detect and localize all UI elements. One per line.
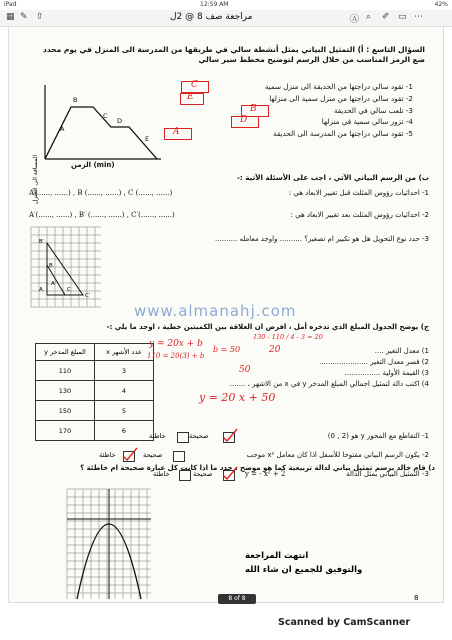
grid-point-label: A [39,287,43,293]
answer-2: E [187,92,194,102]
part-d-s3: 3- التمثيل البياني يمثل الدالة [346,470,429,478]
s3-formula: y = - x² + 2 [245,470,286,478]
parabola-graph [67,489,151,599]
part-c-heading: ج) يوضح الجدول المبلغ الذي تدخره أمل ، افرض ان العلاقة بين الكميتين خطية ، اوجد ما يلي :- [106,323,429,331]
part-b-heading: ب) من الرسم البياني الآتي ، اجب على الأسئلة الآتية :- [236,173,429,182]
graph-ylabel: المسافة الى المنزل [32,155,39,204]
q9-option-4: 4- تزور سالي سمية في منزلها [321,117,413,126]
table-header-row [36,344,154,361]
more-icon[interactable]: ⋯ [414,12,423,22]
battery-label: 42% [434,1,448,8]
part-b-q1: 1- احداثيات رؤوس المثلث قبل تغيير الابعاد هي : [288,189,429,197]
graph-point-label: A [60,125,65,133]
part-b-q2: 2- احداثيات رؤوس المثلث بعد تغيير الابعاد هي : [290,211,429,219]
status-bar [0,0,452,10]
q9-heading: السؤال التاسع : أ) التمثيل البياني يمثل أنشطة سالي في طريقها من المدرسة الى المنزل في يوم محدد ضع الرمز المناسب من خلال الرسم لتوضيح مخطط سير سالي [42,45,425,64]
table-row: 6 170 [36,421,154,441]
part-b-q3: 3- حدد نوع التحويل هل هو تكبير ام تصغير؟ .......... واوجد معامله .......... [215,235,429,243]
closing-line-1: انتهت المراجعة [245,551,309,561]
graph-point-label: D [117,117,123,125]
s1-true-label: صحيحة [189,432,209,440]
s1-false-label: خاطئة [149,432,166,440]
grid-point-label: B′ [39,239,45,245]
handwritten-answer: y = 20 x + 50 [199,391,276,404]
answer-1: C [191,80,198,90]
grid-point-label: A′ [51,281,57,287]
graph-point-label: E [145,135,150,143]
closing-line-2: والتوفيق للجميع ان شاء الله [245,565,363,575]
grid-point-label: B [49,263,53,269]
grid-point-label: C′ [85,293,91,299]
part-d-s1: 1- التقاطع مع المحور y هو (2 , 0) [327,432,429,440]
answer-3: B [250,104,257,114]
part-d-s2: 2- يكون الرسم البياني مفتوحا للأسفل اذا كان معامل x² موجب [246,451,429,459]
triangle-grid [31,227,101,307]
q9-option-5: 5- تقود سالي دراجتها من المدرسة الى الحديقة [273,129,413,138]
answer-5: A [173,127,180,137]
part-c-q4: 4) اكتب دالة لتمثيل اجمالي المبلغ المدخر y في x من الاشهر ، ....... [229,380,429,388]
page-number: 8 [414,594,419,602]
viewer-toolbar [0,10,452,27]
handwritten-note: y = 20x + b [149,339,203,349]
table-row: 4 130 [36,381,154,401]
s3-false-label: خاطئة [153,470,170,478]
answer-4: D [240,115,248,125]
q9-option-2: 2- تقود سالي دراجتها من منزل سمية الى منزلها [269,94,413,103]
distance-time-graph [31,81,167,204]
share-icon[interactable]: ⇧ [36,12,44,22]
s3-true-label: صحيحة [193,470,213,478]
pen-icon[interactable]: ✐ [382,12,390,22]
handwritten-note: 50 [239,365,251,375]
search-icon[interactable]: ⌕ [366,12,372,22]
page-indicator: 8 of 8 [218,594,256,604]
graph-point-label: C [103,112,108,120]
watermark: www.almanahj.com [134,302,297,320]
grid-icon[interactable]: ▦ [6,12,15,22]
markup-icon[interactable]: Ⓐ [350,15,360,25]
edit-icon[interactable]: ✎ [20,12,28,22]
table-header: المبلغ المدخر y [36,344,95,361]
graph-point-label: B [73,96,78,104]
table-header: عدد الأشهر x [95,344,154,361]
part-c-q1: 1) معدل التغير .... [374,347,429,355]
handwritten-note: 20 [269,345,281,355]
coords-after: A′(......, ......) , B′ (......, ......) , C′(......, ......) [29,211,175,219]
grid-point-label: C [67,287,71,293]
document-page [8,26,444,603]
graph-xlabel: (min) الزمن [71,161,115,169]
part-c-q3: 3) القيمة الأولية ................ [344,369,429,377]
clock: 12:59 AM [200,1,229,8]
q9-option-1: 1- تقود سالي دراجتها من الحديقة الى منزل سمية [264,82,413,91]
answer-marks [9,425,249,485]
carrier-label: iPad [4,1,17,8]
s2-false-label: خاطئة [99,451,116,459]
s2-true-label: صحيحة [143,451,163,459]
handwritten-note: 110 = 20(3) + b [147,352,205,360]
document-title: مراجعة صف 8 @ 2ل [170,12,253,22]
table-row: 5 150 [36,401,154,421]
coords-before: A(......, ......) , B (......, ......) , C (......, ......) [29,189,173,197]
q9-option-3: 3- تلعب سالي في الحديقة [333,106,413,115]
scanned-by-footer: Scanned by CamScanner [278,617,411,628]
part-d-heading: د) قام خالد برسم تمثيل بياني لدالة تربيعية كما هو موضح ، حدد ما اذا كانت كل عبارة صحيحة ام خاطئة ؟ [80,464,435,472]
page-icon[interactable]: ▭ [398,12,407,22]
handwritten-note: 130 - 110 / 4 - 3 = 20 [253,333,323,341]
handwritten-note: b = 50 [213,345,241,354]
table-row: 3 110 [36,361,154,381]
part-c-q2: 2) فسر معدل التغير ...................... [319,358,429,366]
